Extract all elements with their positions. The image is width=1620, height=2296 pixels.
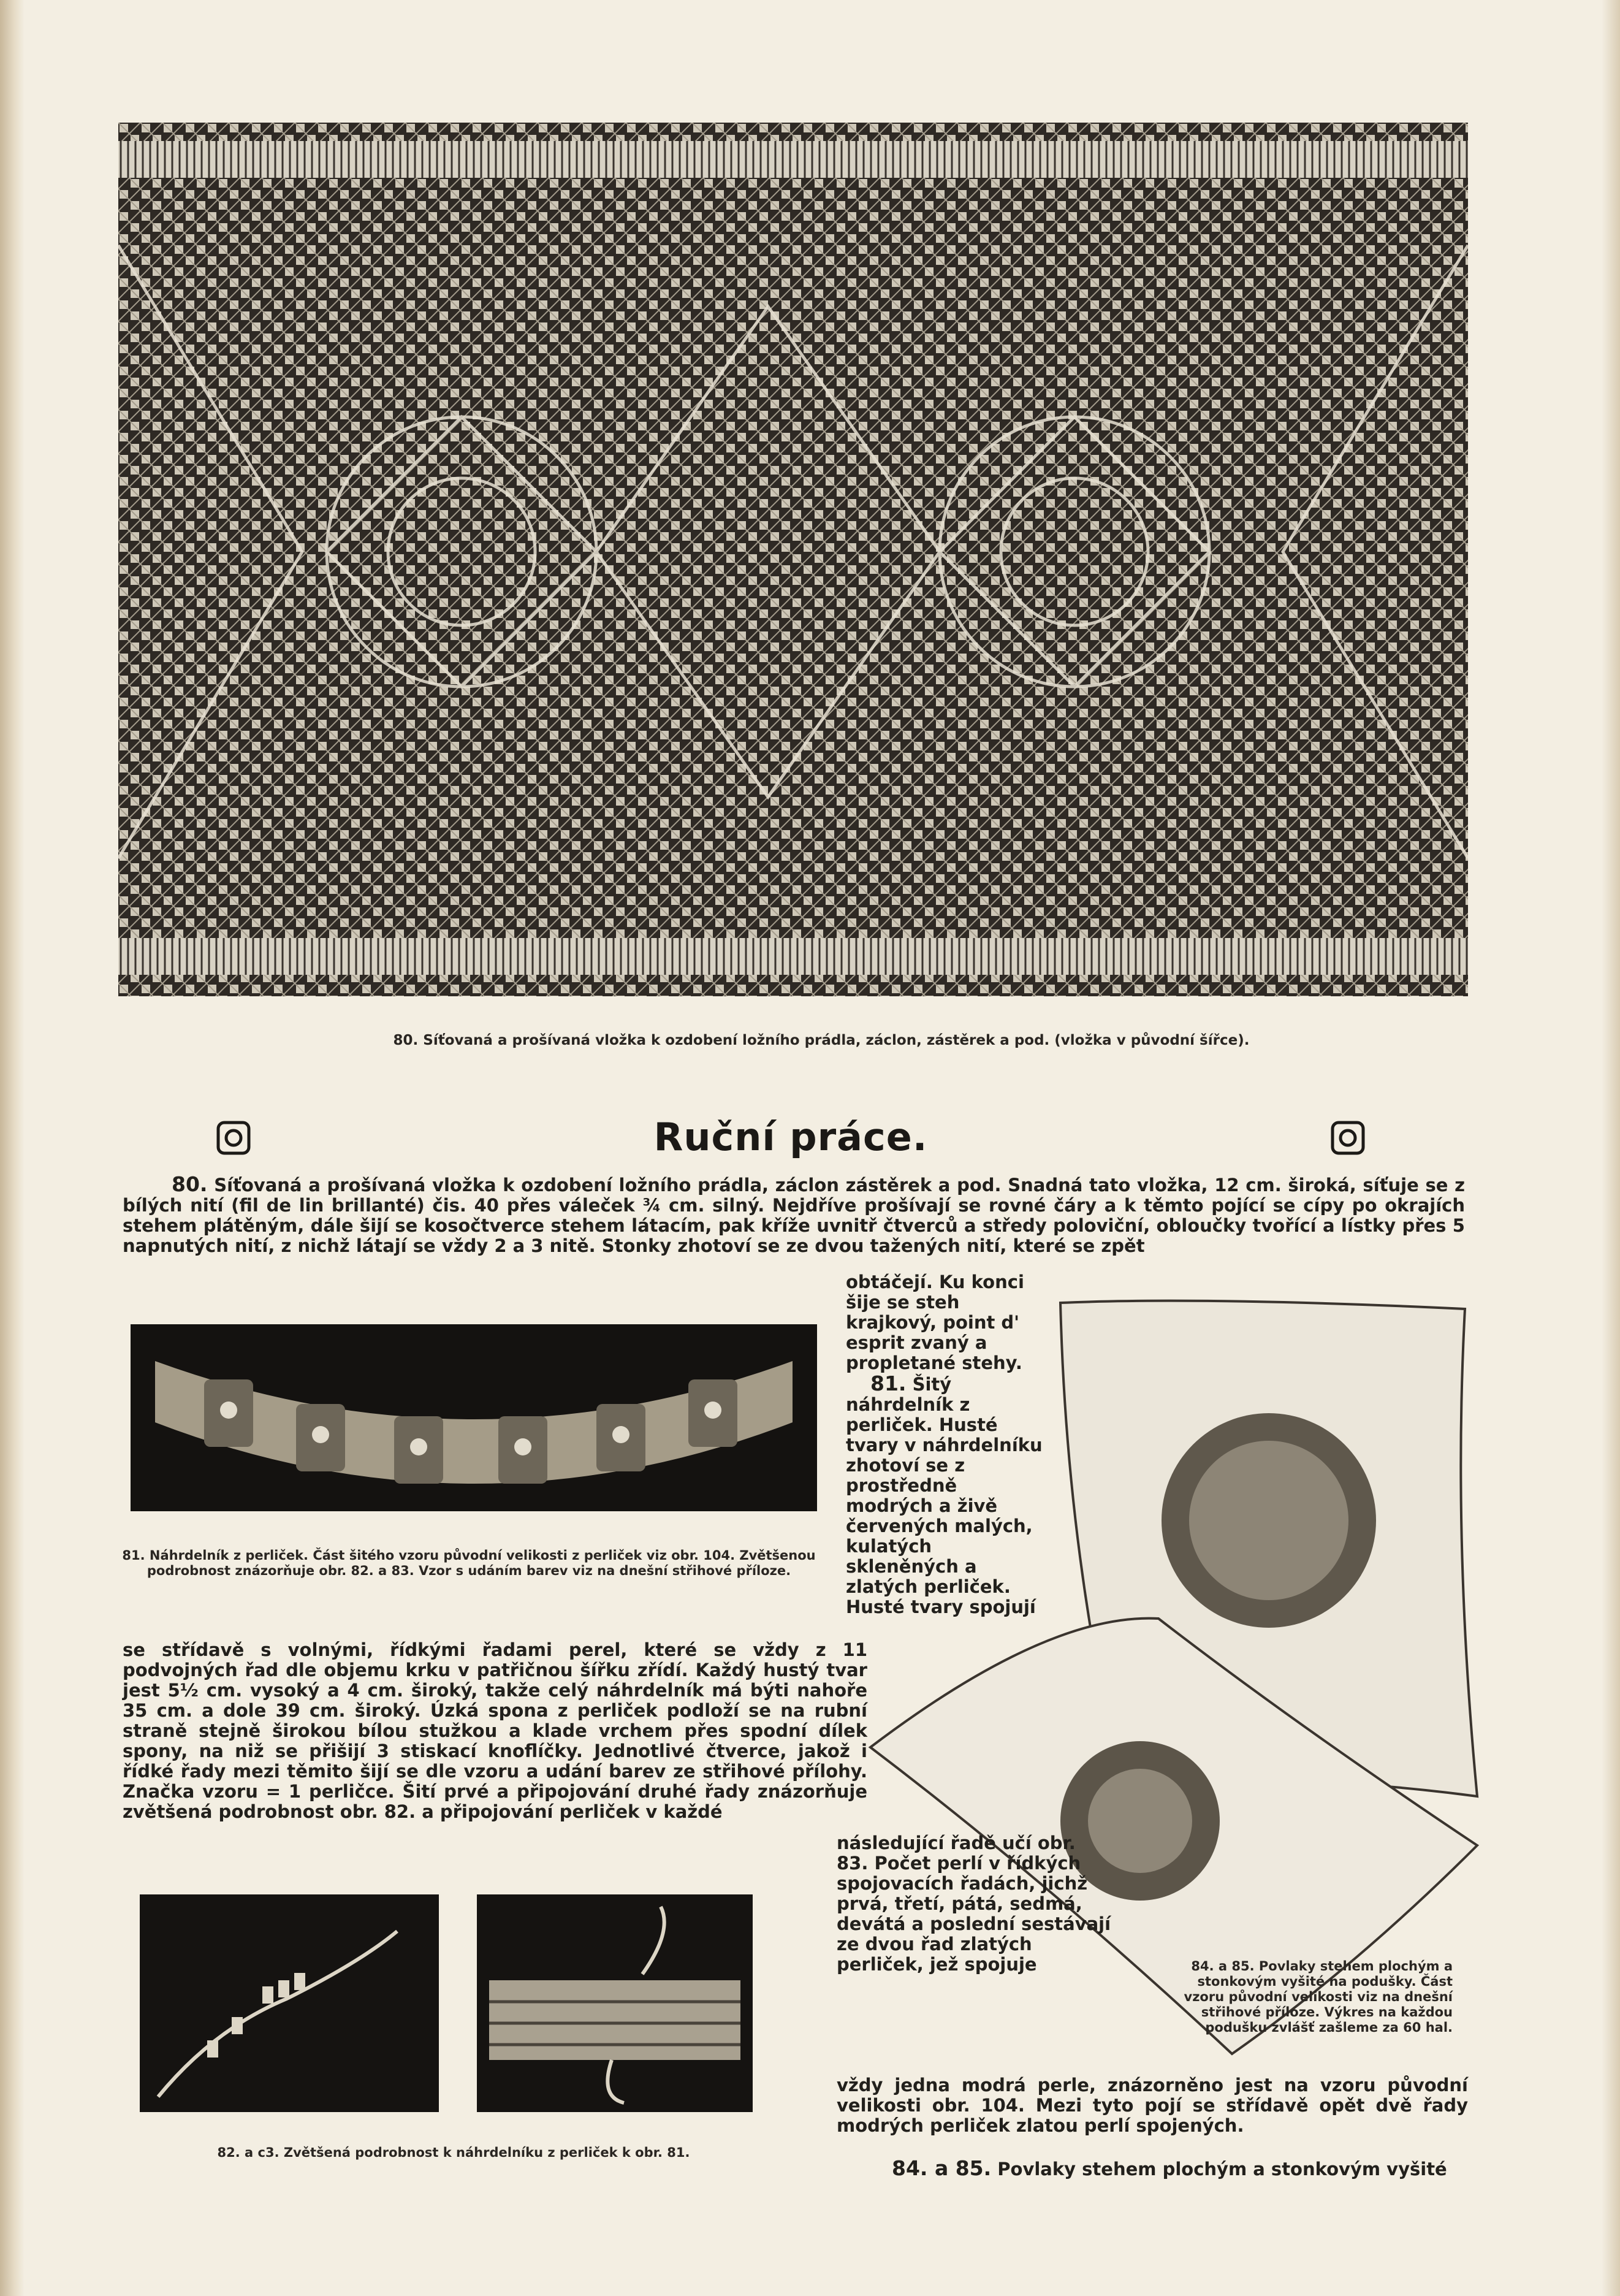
figure-80-caption: 80. Síťovaná a prošívaná vložka k ozdobení ložního prádla, záclon, zástěrek a pod. (vložka v původní šířce). [393,1032,1250,1048]
paragraph-80-end: obtáčejí. Ku konci šije se steh krajkový, point d' esprit zvaný a propletané stehy. [846,1272,1024,1373]
figure-81-caption: 81. Náhrdelník z perliček. Část šitého vzoru původní velikosti z perliček viz obr. 104. Zvětšenou podrobnost znázorňuje obr. 82. a 83. Vzor s udáním barev viz na dnešní střihové příloze. [122,1548,816,1578]
paragraph-80 [123,1174,1465,1256]
page-edge-right [1602,0,1620,2296]
section-heading-row [215,1113,1367,1168]
paragraph-81-continued: se střídavě s volnými, řídkými řadami perel, které se vždy z 11 podvojných řad dle objemu krku v patřičnou šířku zřídí. Každý hustý tvar jest 5½ cm. vysoký a 4 cm. široký, takže celý náhrdelník má býti nahoře 35 cm. a dole 39 cm. široký. Úzká spona z perliček podloží se na rubní straně stejně širokou bílou stužkou a klade vrchem přes spodní dílek spony, na niž se přišijí 3 stiskací knoflíčky. Jednotlivé čtverce, jakož i řídké řady mezi těmito šijí se dle vzoru a udání barev ze střihové přílohy. Značka vzoru = 1 perličce. Šití prvé a připojování druhé řady znázorňuje zvětšená podrobnost obr. 82. a připojování perliček v každé [123,1639,867,1822]
paragraph-84-text: stehem plochým a stonkovým vyšité [1082,2159,1447,2180]
paragraph-80-lead: Síťovaná a prošívaná vložka [214,1175,496,1196]
paragraph-84-number: 84. a 85. [892,2156,992,2180]
paragraph-81-number: 81. [870,1371,907,1395]
paragraph-81-end: vždy jedna modrá perle, znázorněno jest na vzoru původní velikosti obr. 104. Mezi tyto pojí se střídavě opět dvě řady modrých perliček zlatou perlí spojených. [837,2075,1468,2136]
detail-83-image [477,1894,753,2112]
lace-insert-image [118,123,1468,996]
necklace-image [131,1324,817,1511]
paragraph-80-text: k ozdobení ložního prádla, záclon zástěrek a pod. Snadná tato vložka, 12 cm. široká, síťuje se z bílých nití (fil de lin brillanté) čis. 40 přes váleček ¾ cm. silný. Nejdříve prošívají se rovné čáry a k těmto pojící se cípy po okrajích stehem plátěným, dále šijí se kosočtverce stehem látacím, pak kříže uvnitř čtverců a středy poloviční, obloučky tvořící a lístky přes 5 napnutých nití, z nichž látají se vždy 2 a 3 nitě. Stonky zhotoví se ze dvou tažených nití, které se zpět [123,1175,1465,1256]
page-title: Ruční práce. [653,1115,928,1159]
paragraph-84-start [892,2158,1468,2180]
detail-82-image [140,1894,439,2112]
paragraph-81-text: Husté tvary v náhrdelníku zhotoví se z prostředně modrých a živě červených malých, kulatých skleněných a zlatých perliček. Husté tvary spojují [846,1414,1043,1617]
figure-82-83-caption: 82. a c3. Zvětšená podrobnost k náhrdelníku z perliček k obr. 81. [217,2145,690,2160]
paragraph-84-lead: Povlaky [997,2159,1076,2180]
figure-84-85-caption: 84. a 85. Povlaky stehem plochým a stonkovým vyšité na podušky. Část vzoru původní velikosti viz na dnešní střihové příloze. Výkres na každou podušku zvlášť zašleme za 60 hal. [1184,1959,1453,2035]
page-edge-left [0,0,25,2296]
paragraph-81-lead: Šitý náhrdelník z perliček. [846,1374,970,1435]
paragraph-80-number: 80. [172,1172,208,1196]
narrow-column-text-2: následující řadě učí obr. 83. Počet perlí v řídkých spojovacích řadách, jichž prvá, třetí, pátá, sedmá, devátá a poslední sestávají ze dvou řad zlatých perliček, jež spojuje [837,1833,1111,1975]
ornament-icon [1329,1119,1367,1157]
